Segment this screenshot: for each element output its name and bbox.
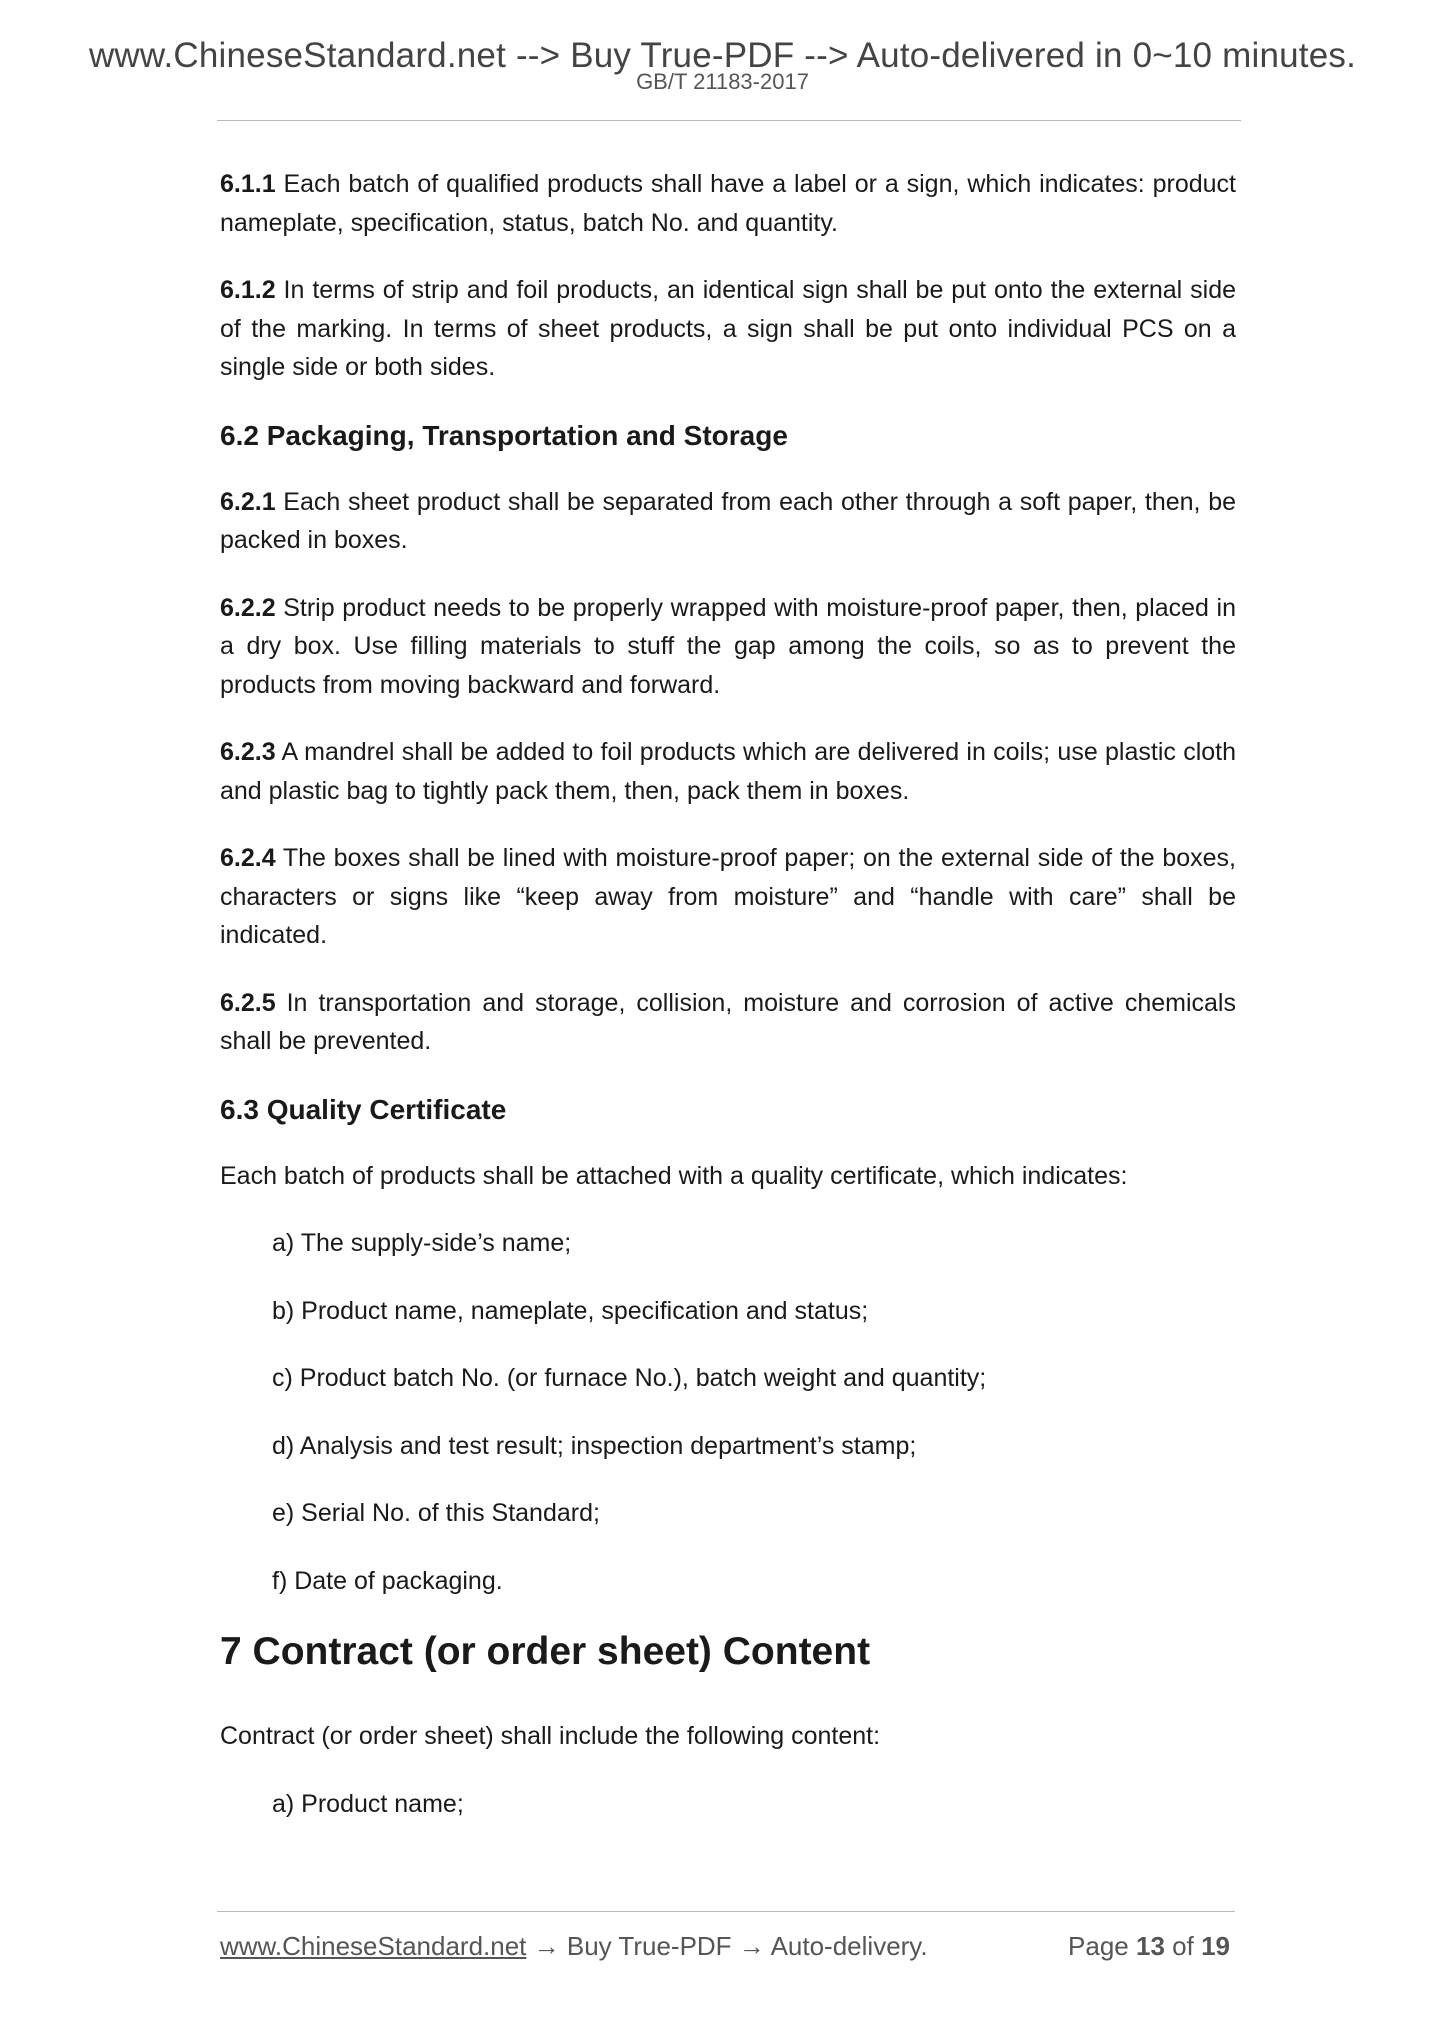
heading-6-3: 6.3 Quality Certificate (220, 1093, 507, 1125)
heading-7: 7 Contract (or order sheet) Content (220, 1630, 871, 1673)
quality-certificate-intro: Each batch of products shall be attached with a quality certificate, which indicates: (220, 1161, 1128, 1190)
footer-tagline: → Buy True-PDF → Auto-delivery. (526, 1931, 928, 1961)
site-banner: www.ChineseStandard.net --> Buy True-PDF --> Auto-delivered in 0~10 minutes. (88, 36, 1357, 75)
header-divider (217, 120, 1241, 121)
list-item: a) The supply-side’s name; (272, 1229, 572, 1257)
clause-6-2-2 (220, 589, 1236, 705)
clause-text: Each sheet product shall be separated from each other through a soft paper, then, be packed in boxes. (220, 487, 1236, 554)
clause-6-1-2 (220, 271, 1236, 387)
list-item: d) Analysis and test result; inspection department’s stamp; (272, 1431, 917, 1460)
clause-6-2-4 (220, 839, 1236, 955)
list-item: f) Date of packaging. (272, 1566, 503, 1595)
clause-number: 6.1.1 (220, 170, 276, 198)
clause-text: In terms of strip and foil products, an identical sign shall be put onto the external side of the marking. In terms of sheet products, a sign shall be put onto individual PCS on a single side or both sides. (220, 276, 1236, 381)
clause-text: The boxes shall be lined with moisture-proof paper; on the external side of the boxes, characters or signs like “keep away from moisture” and “handle with care” shall be indicated. (220, 844, 1236, 949)
clause-6-2-1 (220, 483, 1236, 560)
page-of: of (1172, 1931, 1194, 1961)
footer-divider (217, 1911, 1235, 1912)
clause-text: A mandrel shall be added to foil products which are delivered in coils; use plastic cloth and plastic bag to tightly pack them, then, pack them in boxes. (220, 738, 1236, 805)
clause-number: 6.1.2 (220, 276, 276, 304)
page-number (1068, 1928, 1230, 1964)
footer-site-link[interactable]: www.ChineseStandard.net (220, 1931, 527, 1961)
page-total: 19 (1201, 1931, 1230, 1961)
list-item: e) Serial No. of this Standard; (272, 1499, 600, 1527)
standard-code: GB/T 21183-2017 (636, 69, 809, 94)
clause-number: 6.2.1 (220, 487, 276, 516)
clause-number: 6.2.3 (220, 738, 276, 766)
clause-6-2-3 (220, 733, 1236, 810)
clause-6-2-5 (220, 984, 1236, 1061)
page-content (220, 165, 1236, 1852)
clause-text: Each batch of qualified products shall have a label or a sign, which indicates: product nameplate, specification, status, batch No. and quantity. (220, 170, 1236, 237)
contract-intro: Contract (or order sheet) shall include the following content: (220, 1722, 881, 1750)
list-item: a) Product name; (272, 1789, 464, 1818)
clause-6-1-1 (220, 165, 1236, 242)
clause-number: 6.2.2 (220, 593, 276, 622)
page-current: 13 (1136, 1931, 1165, 1961)
clause-text: In transportation and storage, collision, moisture and corrosion of active chemicals shall be prevented. (220, 988, 1236, 1055)
heading-6-2: 6.2 Packaging, Transportation and Storage (220, 419, 788, 451)
page-label: Page (1068, 1931, 1129, 1961)
clause-number: 6.2.4 (220, 844, 276, 872)
clause-number: 6.2.5 (220, 988, 276, 1017)
clause-text: Strip product needs to be properly wrapped with moisture-proof paper, then, placed in a dry box. Use filling materials to stuff the gap among the coils, so as to prevent the products from moving backward and forward. (220, 593, 1236, 699)
page-footer (220, 1928, 1236, 1964)
list-item: c) Product batch No. (or furnace No.), batch weight and quantity; (272, 1364, 987, 1392)
list-item: b) Product name, nameplate, specification and status; (272, 1296, 869, 1325)
